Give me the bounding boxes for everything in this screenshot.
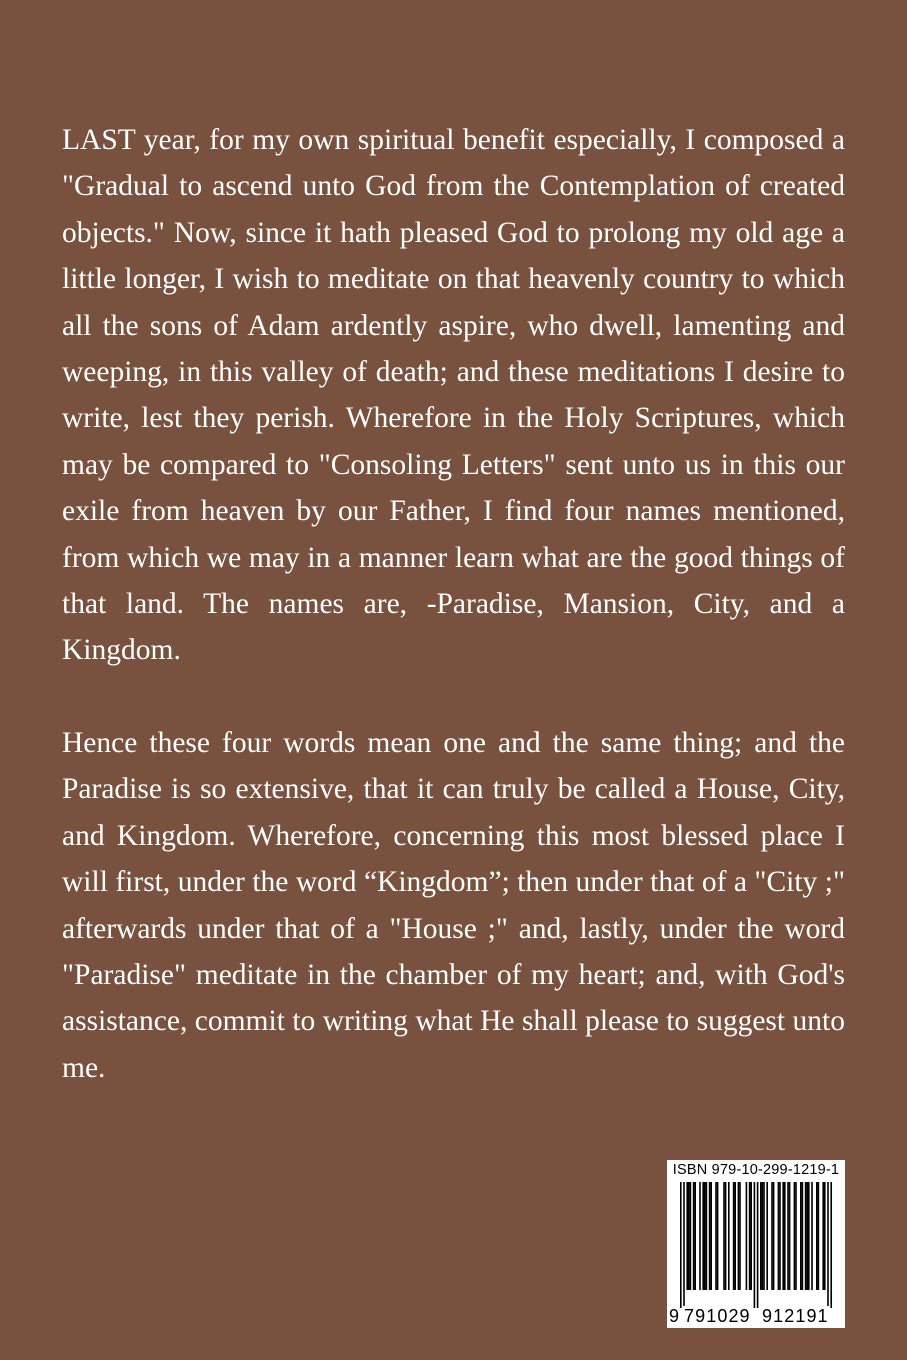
barcode-bar xyxy=(827,1182,829,1308)
barcode-bar xyxy=(683,1182,685,1308)
barcode-bar xyxy=(762,1182,764,1290)
barcode-bar xyxy=(794,1182,796,1290)
barcode-bar xyxy=(699,1182,701,1290)
barcode-bar xyxy=(690,1182,692,1290)
barcode-bar xyxy=(822,1182,824,1290)
barcode-digits xyxy=(667,1304,845,1326)
barcode-bar xyxy=(733,1182,735,1290)
barcode-bar xyxy=(824,1182,826,1290)
barcode-bar xyxy=(688,1182,690,1290)
barcode-bar xyxy=(715,1182,717,1290)
barcode-bar xyxy=(693,1182,695,1290)
barcode-bar xyxy=(779,1182,781,1290)
barcode-bar xyxy=(746,1182,748,1290)
barcode-bar xyxy=(709,1182,711,1290)
barcode-bar xyxy=(773,1182,775,1290)
barcode-bar xyxy=(710,1182,712,1290)
barcode-bar xyxy=(830,1182,832,1308)
barcode-bar xyxy=(763,1182,765,1290)
barcode-bar xyxy=(816,1182,818,1290)
barcode-bar xyxy=(680,1182,682,1308)
barcode-bar xyxy=(787,1182,789,1290)
barcode-bar xyxy=(778,1182,780,1290)
barcode-bar xyxy=(734,1182,736,1290)
barcode-bar xyxy=(704,1182,706,1290)
barcode-bars xyxy=(667,1182,845,1308)
barcode-digits-left: 791029 xyxy=(684,1306,751,1326)
barcode-bar xyxy=(750,1182,752,1290)
blurb-paragraph-1: LAST year, for my own spiritual benefit especially, I composed a "Gradual to ascend unto God from the Contemplation of created objects." Now, since it hath pleased God to prolong my old age a little longer, I wish to meditate on that heavenly country to which all the sons of Adam ardently aspire, who dwell, lamenting and weeping, in this valley of death; and these meditations I desire to write, lest they perish. Wherefore in the Holy Scriptures, which may be compared to "Consoling Letters" sent unto us in this our exile from heaven by our Father, I find four names mentioned, from which we may in a manner learn what are the good things of that land. The names are, -Paradise, Mansion, City, and a Kingdom. xyxy=(62,124,845,667)
blurb-text xyxy=(62,117,845,1091)
barcode-bar xyxy=(800,1182,802,1290)
barcode-bar xyxy=(784,1182,786,1290)
barcode-bar xyxy=(757,1182,759,1308)
barcode-digits-right: 912191 xyxy=(762,1306,829,1326)
barcode-bar xyxy=(694,1182,696,1290)
barcode-digit-first: 9 xyxy=(669,1306,680,1326)
barcode-bar xyxy=(686,1182,688,1290)
barcode-bar xyxy=(795,1182,797,1290)
barcode-bar xyxy=(749,1182,751,1290)
barcode-bar xyxy=(738,1182,740,1290)
barcode-bar xyxy=(760,1182,762,1290)
barcode-bar xyxy=(808,1182,810,1290)
barcode-bar xyxy=(723,1182,725,1290)
barcode-bar xyxy=(789,1182,791,1290)
isbn-barcode xyxy=(667,1160,845,1328)
barcode-bar xyxy=(818,1182,820,1290)
barcode-bar xyxy=(802,1182,804,1290)
isbn-label: ISBN 979-10-299-1219-1 xyxy=(672,1162,840,1178)
barcode-bar xyxy=(766,1182,768,1290)
barcode-bar xyxy=(739,1182,741,1290)
barcode-bar xyxy=(717,1182,719,1290)
barcode-bar xyxy=(725,1182,727,1290)
barcode-bar xyxy=(706,1182,708,1290)
barcode-bar xyxy=(806,1182,808,1290)
barcode-bar xyxy=(754,1182,756,1308)
barcode-bar xyxy=(811,1182,813,1290)
barcode-bar xyxy=(805,1182,807,1290)
barcode-bar xyxy=(702,1182,704,1290)
barcode-bar xyxy=(728,1182,730,1290)
blurb-paragraph-2: Hence these four words mean one and the same thing; and the Paradise is so extensive, that it can truly be called a House, City, and Kingdom. Wherefore, concerning this most blessed place I will first, under the word “Kingdom”; then under that of a "City ;" afterwards under that of a "House ;" and, lastly, under the word "Paradise" meditate in the chamber of my heart; and, with God's assistance, commit to writing what He shall please to suggest unto me. xyxy=(62,726,845,1084)
barcode-bar xyxy=(771,1182,773,1290)
barcode-bar xyxy=(782,1182,784,1290)
